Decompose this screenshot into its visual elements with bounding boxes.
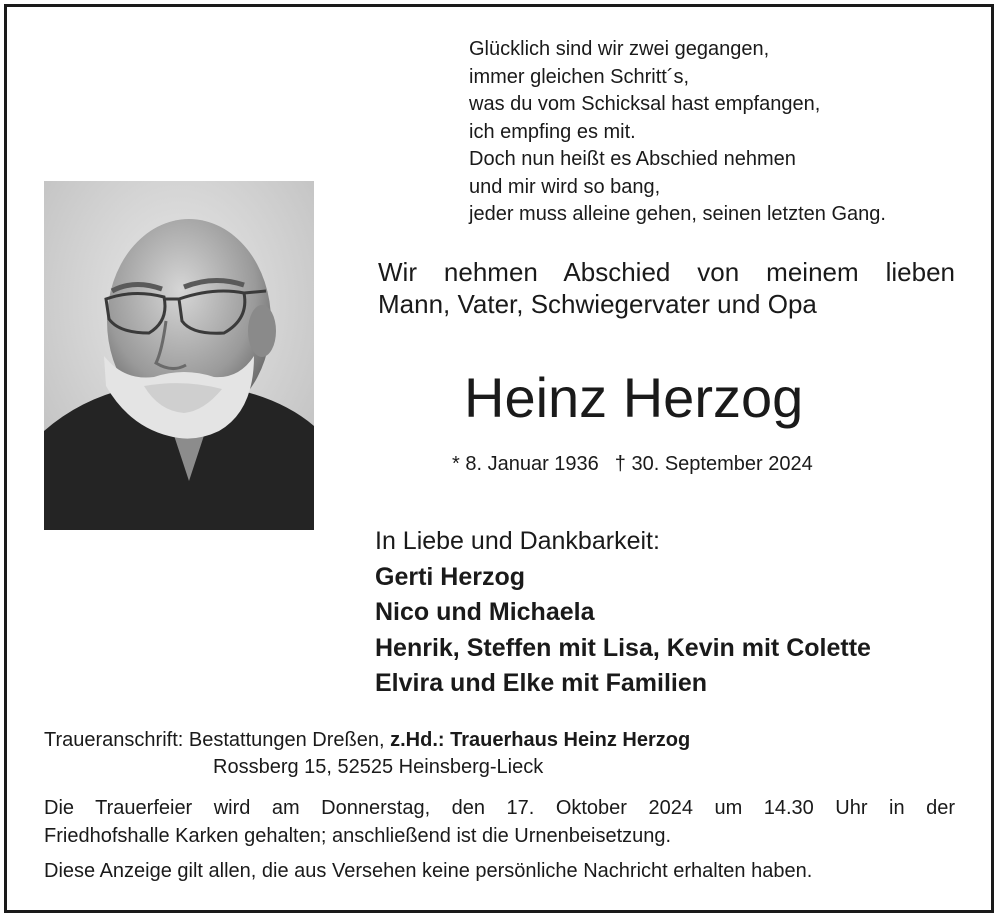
family-name: Gerti Herzog (375, 562, 526, 591)
notice-note: Diese Anzeige gilt allen, die aus Versehen keine persönliche Nachricht erhalten haben. (44, 860, 813, 882)
intro-line: Mann, Vater, Schwiegervater und Opa (378, 289, 817, 319)
mourning-address (44, 727, 690, 781)
address-attn: z.Hd.: Trauerhaus Heinz Herzog (390, 729, 691, 751)
address-label: Traueranschrift: (44, 729, 184, 751)
intro-text (378, 256, 955, 320)
portrait-photo (44, 181, 314, 530)
address-row (44, 727, 690, 754)
poem-line: immer gleichen Schritt´s, (469, 65, 690, 88)
poem-line: jeder muss alleine gehen, seinen letzten Gang. (469, 203, 886, 225)
family-signature (375, 524, 871, 702)
death-date: † 30. September 2024 (614, 453, 813, 475)
poem-line: Doch nun heißt es Abschied nehmen (469, 148, 796, 170)
poem (469, 36, 886, 229)
poem-line: was du vom Schicksal hast empfangen, (469, 93, 821, 115)
life-dates (452, 451, 813, 477)
birth-date: * 8. Januar 1936 (452, 453, 599, 475)
family-name: Elvira und Elke mit Familien (375, 669, 708, 697)
family-name: Henrik, Steffen mit Lisa, Kevin mit Colette (375, 633, 871, 662)
family-lead: In Liebe und Dankbarkeit: (375, 527, 660, 555)
deceased-name: Heinz Herzog (464, 366, 804, 429)
intro-line: Wir nehmen Abschied von meinem lieben (378, 257, 955, 287)
address-company: Bestattungen Dreßen, (188, 729, 385, 751)
family-name: Nico und Michaela (375, 598, 595, 626)
ceremony-line: Friedhofshalle Karken gehalten; anschließend ist die Urnenbeisetzung. (44, 825, 672, 847)
ceremony-text (44, 794, 955, 850)
poem-line: Glücklich sind wir zwei gegangen, (469, 38, 770, 60)
poem-line: und mir wird so bang, (469, 175, 661, 198)
poem-line: ich empfing es mit. (469, 120, 636, 143)
address-street: Rossberg 15, 52525 Heinsberg-Lieck (213, 756, 544, 778)
ceremony-line: Die Trauerfeier wird am Donnerstag, den 17. Oktober 2024 um 14.30 Uhr in der (44, 797, 955, 819)
